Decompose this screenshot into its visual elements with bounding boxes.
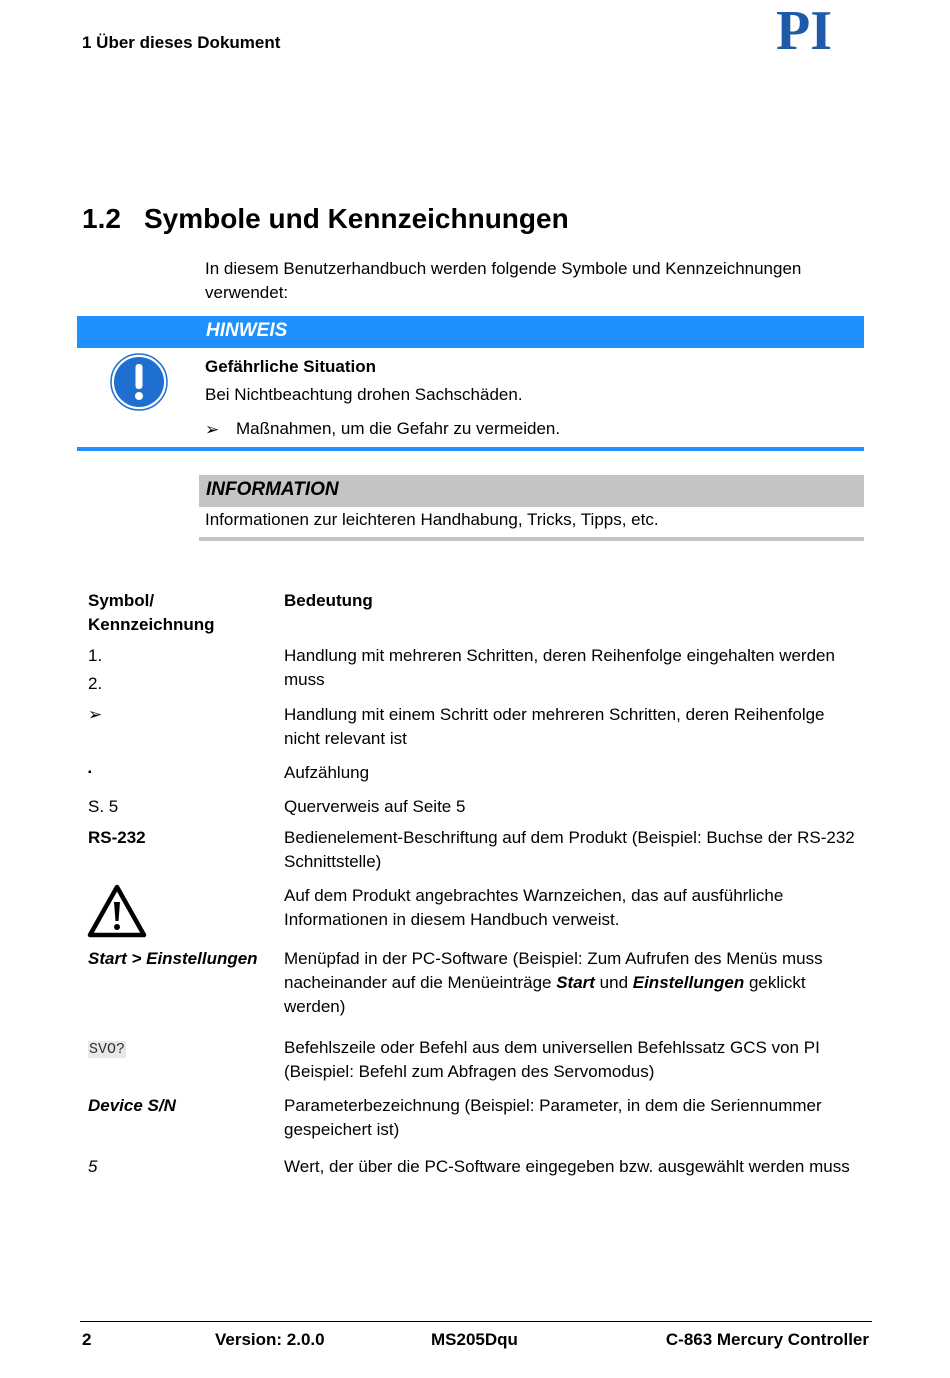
- hinweis-label: HINWEIS: [206, 320, 288, 341]
- section-title: Symbole und Kennzeichnungen: [144, 203, 569, 234]
- information-bottom-rule: [199, 537, 864, 541]
- table-row-meaning: Aufzählung: [284, 763, 370, 782]
- table-row-symbol: Device S/N: [88, 1096, 176, 1115]
- step-number-1: 1.: [88, 646, 103, 665]
- table-header-symbol: Symbol/ Kennzeichnung: [88, 591, 215, 634]
- section-number: 1.2: [82, 203, 121, 234]
- section-heading: [82, 203, 569, 235]
- hinweis-text: Bei Nichtbeachtung drohen Sachschäden.: [205, 385, 523, 404]
- meaning-text: und: [594, 973, 633, 992]
- footer-doc-code: MS205Dqu: [431, 1330, 518, 1349]
- table-row-symbol: [88, 644, 273, 696]
- table-row-meaning: [284, 947, 864, 1019]
- command-code: SVO?: [89, 1041, 126, 1058]
- hinweis-bar: [77, 316, 864, 348]
- footer-product: C-863 Mercury Controller: [665, 1330, 869, 1349]
- table-row-meaning: Querverweis auf Seite 5: [284, 797, 466, 816]
- information-label: INFORMATION: [206, 479, 339, 500]
- footer-rule: [80, 1321, 872, 1322]
- table-header-meaning: Bedeutung: [284, 591, 373, 610]
- menu-path-settings: Einstellungen: [632, 973, 745, 992]
- footer-version: Version: 2.0.0: [215, 1330, 325, 1349]
- hinweis-heading: Gefährliche Situation: [205, 357, 376, 376]
- arrow-bullet-icon: ➢: [88, 705, 103, 724]
- exclamation-circle-icon: [110, 353, 168, 411]
- arrow-bullet-icon: ➢: [205, 420, 220, 439]
- table-row-symbol: Start > Einstellungen: [88, 949, 258, 968]
- table-row-symbol: S. 5: [88, 797, 119, 816]
- hinweis-bottom-rule: [77, 447, 864, 451]
- table-row-meaning: Parameterbezeichnung (Beispiel: Parameter, in dem die Seriennummer gespeichert ist): [284, 1096, 822, 1139]
- information-text: Informationen zur leichteren Handhabung, Tricks, Tipps, etc.: [205, 510, 659, 529]
- meaning-text: Menüpfad in der PC-Software (Beispiel: Zum Aufrufen des Menüs muss nacheinander auf die Menüeinträge: [284, 949, 823, 992]
- meaning-text: geklickt werden): [284, 973, 806, 1016]
- section-intro: In diesem Benutzerhandbuch werden folgende Symbole und Kennzeichnungen verwendet:: [205, 259, 802, 302]
- table-row-symbol: RS-232: [88, 828, 146, 847]
- table-row-meaning: Bedienelement-Beschriftung auf dem Produkt (Beispiel: Buchse der RS-232 Schnittstelle): [284, 828, 855, 871]
- table-row-symbol: 5: [88, 1157, 98, 1176]
- footer-page-number: 2: [82, 1330, 92, 1349]
- table-row-meaning: Handlung mit mehreren Schritten, deren Reihenfolge eingehalten werden muss: [284, 646, 835, 689]
- pi-logo: [776, 6, 870, 52]
- step-number-2: 2.: [88, 674, 103, 693]
- table-row-meaning: Auf dem Produkt angebrachtes Warnzeichen, das auf ausführliche Informationen in diesem Handbuch verweist.: [284, 886, 784, 929]
- menu-path-start: Start: [556, 973, 595, 992]
- table-row-meaning: Befehlszeile oder Befehl aus dem universellen Befehlssatz GCS von PI (Beispiel: Befehl zum Abfragen des Servomodus): [284, 1038, 820, 1081]
- table-row-meaning: Handlung mit einem Schritt oder mehreren Schritten, deren Reihenfolge nicht relevant ist: [284, 705, 825, 748]
- header-chapter-title: 1 Über dieses Dokument: [82, 33, 281, 52]
- square-bullet-icon: ▪: [88, 767, 92, 778]
- hinweis-step: Maßnahmen, um die Gefahr zu vermeiden.: [236, 419, 561, 438]
- table-row-symbol: [88, 1036, 273, 1062]
- table-row-meaning: Wert, der über die PC-Software eingegeben bzw. ausgewählt werden muss: [284, 1157, 850, 1176]
- warning-triangle-icon: [87, 884, 147, 938]
- pi-logo-text: PI: [776, 6, 832, 52]
